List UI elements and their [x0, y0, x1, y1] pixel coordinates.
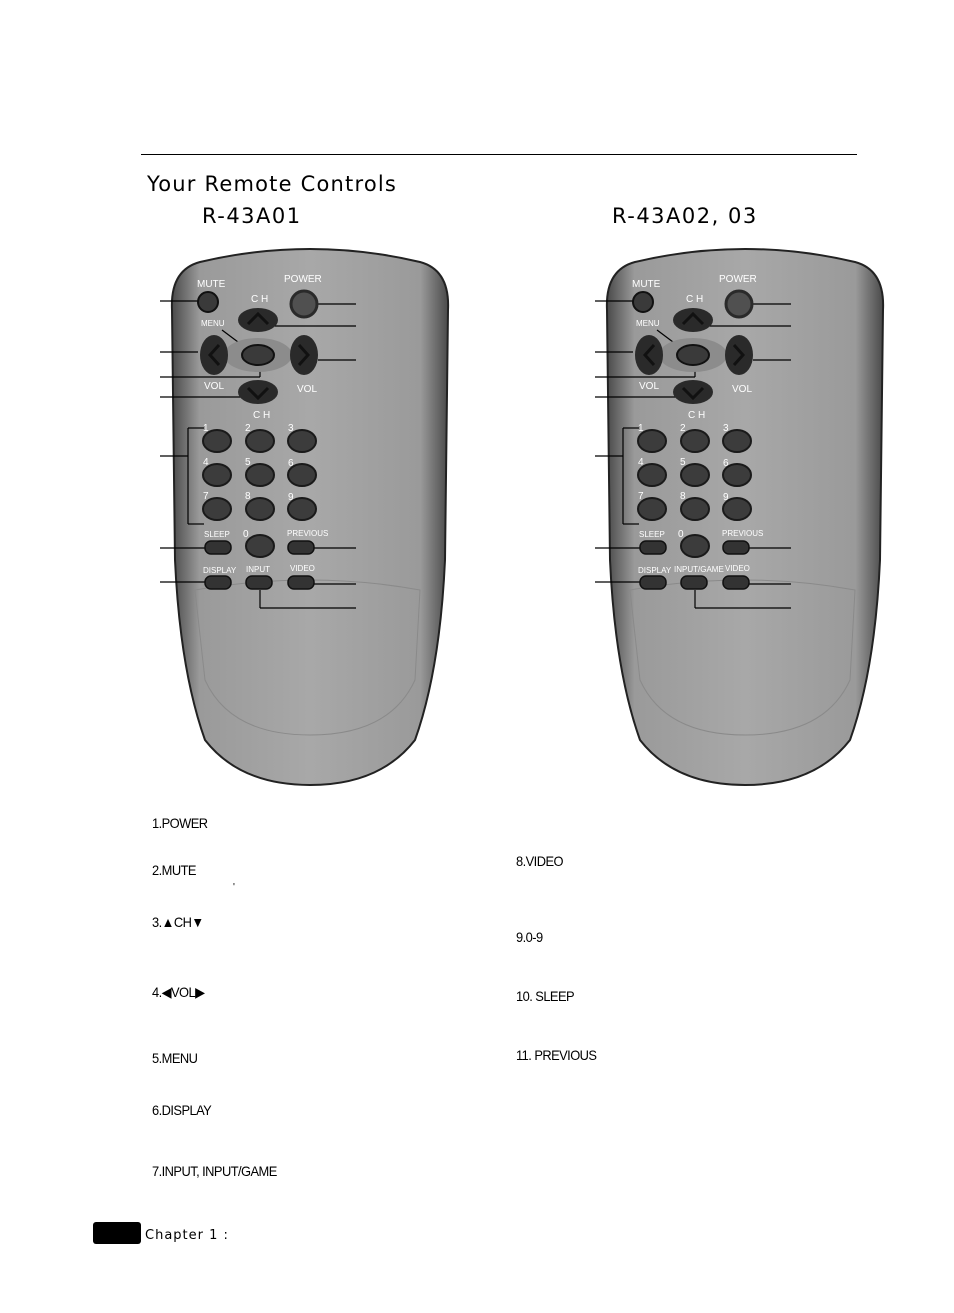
- item-display: 6.DISPLAY: [152, 1102, 212, 1118]
- zero-label: 0: [678, 529, 684, 540]
- vol-right-label: VOL: [297, 384, 318, 395]
- digit-9-label: 9: [723, 492, 729, 503]
- previous-label: PREVIOUS: [287, 529, 329, 538]
- ch-bottom-label: C H: [253, 410, 271, 421]
- input-label: INPUT: [246, 565, 270, 574]
- item-video: 8.VIDEO: [516, 853, 563, 869]
- digit-6-label: 6: [288, 458, 294, 469]
- menu-label: MENU: [636, 319, 660, 328]
- digit-7-label: 7: [203, 491, 209, 502]
- digit-3-label: 3: [723, 423, 729, 434]
- model-left-title: R-43A01: [202, 204, 302, 228]
- zero-label: 0: [243, 529, 249, 540]
- item-ch: 3.▲CH▼: [152, 914, 204, 930]
- digit-8-label: 8: [680, 491, 686, 502]
- remote-r43a02-03: [595, 240, 895, 800]
- model-right-title: R-43A02, 03: [612, 204, 758, 228]
- digit-9-label: 9: [288, 492, 294, 503]
- ch-top-label: C H: [251, 294, 269, 305]
- digit-5-label: 5: [680, 457, 686, 468]
- sleep-label: SLEEP: [639, 530, 665, 539]
- digit-1-label: 1: [203, 423, 209, 434]
- display-label: DISPLAY: [203, 566, 237, 575]
- previous-label: PREVIOUS: [722, 529, 764, 538]
- input-label: INPUT/GAME: [674, 565, 724, 574]
- chapter-tab-marker: [93, 1222, 141, 1244]
- digit-2-label: 2: [680, 423, 686, 434]
- item-digits: 9.0-9: [516, 929, 543, 945]
- digit-4-label: 4: [638, 457, 644, 468]
- header-rule: [141, 154, 857, 155]
- digit-6-label: 6: [723, 458, 729, 469]
- ch-top-label: C H: [686, 294, 704, 305]
- mute-label: MUTE: [632, 279, 661, 290]
- digit-4-label: 4: [203, 457, 209, 468]
- item-menu: 5.MENU: [152, 1050, 198, 1066]
- tick-mark: ': [233, 882, 235, 893]
- display-label: DISPLAY: [638, 566, 672, 575]
- video-label: VIDEO: [290, 564, 315, 573]
- chapter-footer: Chapter 1 :: [145, 1228, 229, 1243]
- vol-left-label: VOL: [639, 381, 660, 392]
- item-input: 7.INPUT, INPUT/GAME: [152, 1163, 277, 1179]
- digit-3-label: 3: [288, 423, 294, 434]
- item-power: 1.POWER: [152, 815, 208, 831]
- page-title: Your Remote Controls: [147, 172, 398, 196]
- digit-7-label: 7: [638, 491, 644, 502]
- item-previous: 11. PREVIOUS: [516, 1047, 597, 1063]
- item-sleep: 10. SLEEP: [516, 988, 575, 1004]
- sleep-label: SLEEP: [204, 530, 230, 539]
- menu-label: MENU: [201, 319, 225, 328]
- digit-8-label: 8: [245, 491, 251, 502]
- item-vol: 4.◀VOL▶: [152, 984, 205, 1000]
- digit-5-label: 5: [245, 457, 251, 468]
- digit-2-label: 2: [245, 423, 251, 434]
- digit-1-label: 1: [638, 423, 644, 434]
- vol-left-label: VOL: [204, 381, 225, 392]
- remote-r43a01: [160, 240, 460, 800]
- power-label: POWER: [284, 274, 322, 285]
- power-label: POWER: [719, 274, 757, 285]
- ch-bottom-label: C H: [688, 410, 706, 421]
- vol-right-label: VOL: [732, 384, 753, 395]
- mute-label: MUTE: [197, 279, 226, 290]
- item-mute: 2.MUTE: [152, 862, 196, 878]
- video-label: VIDEO: [725, 564, 750, 573]
